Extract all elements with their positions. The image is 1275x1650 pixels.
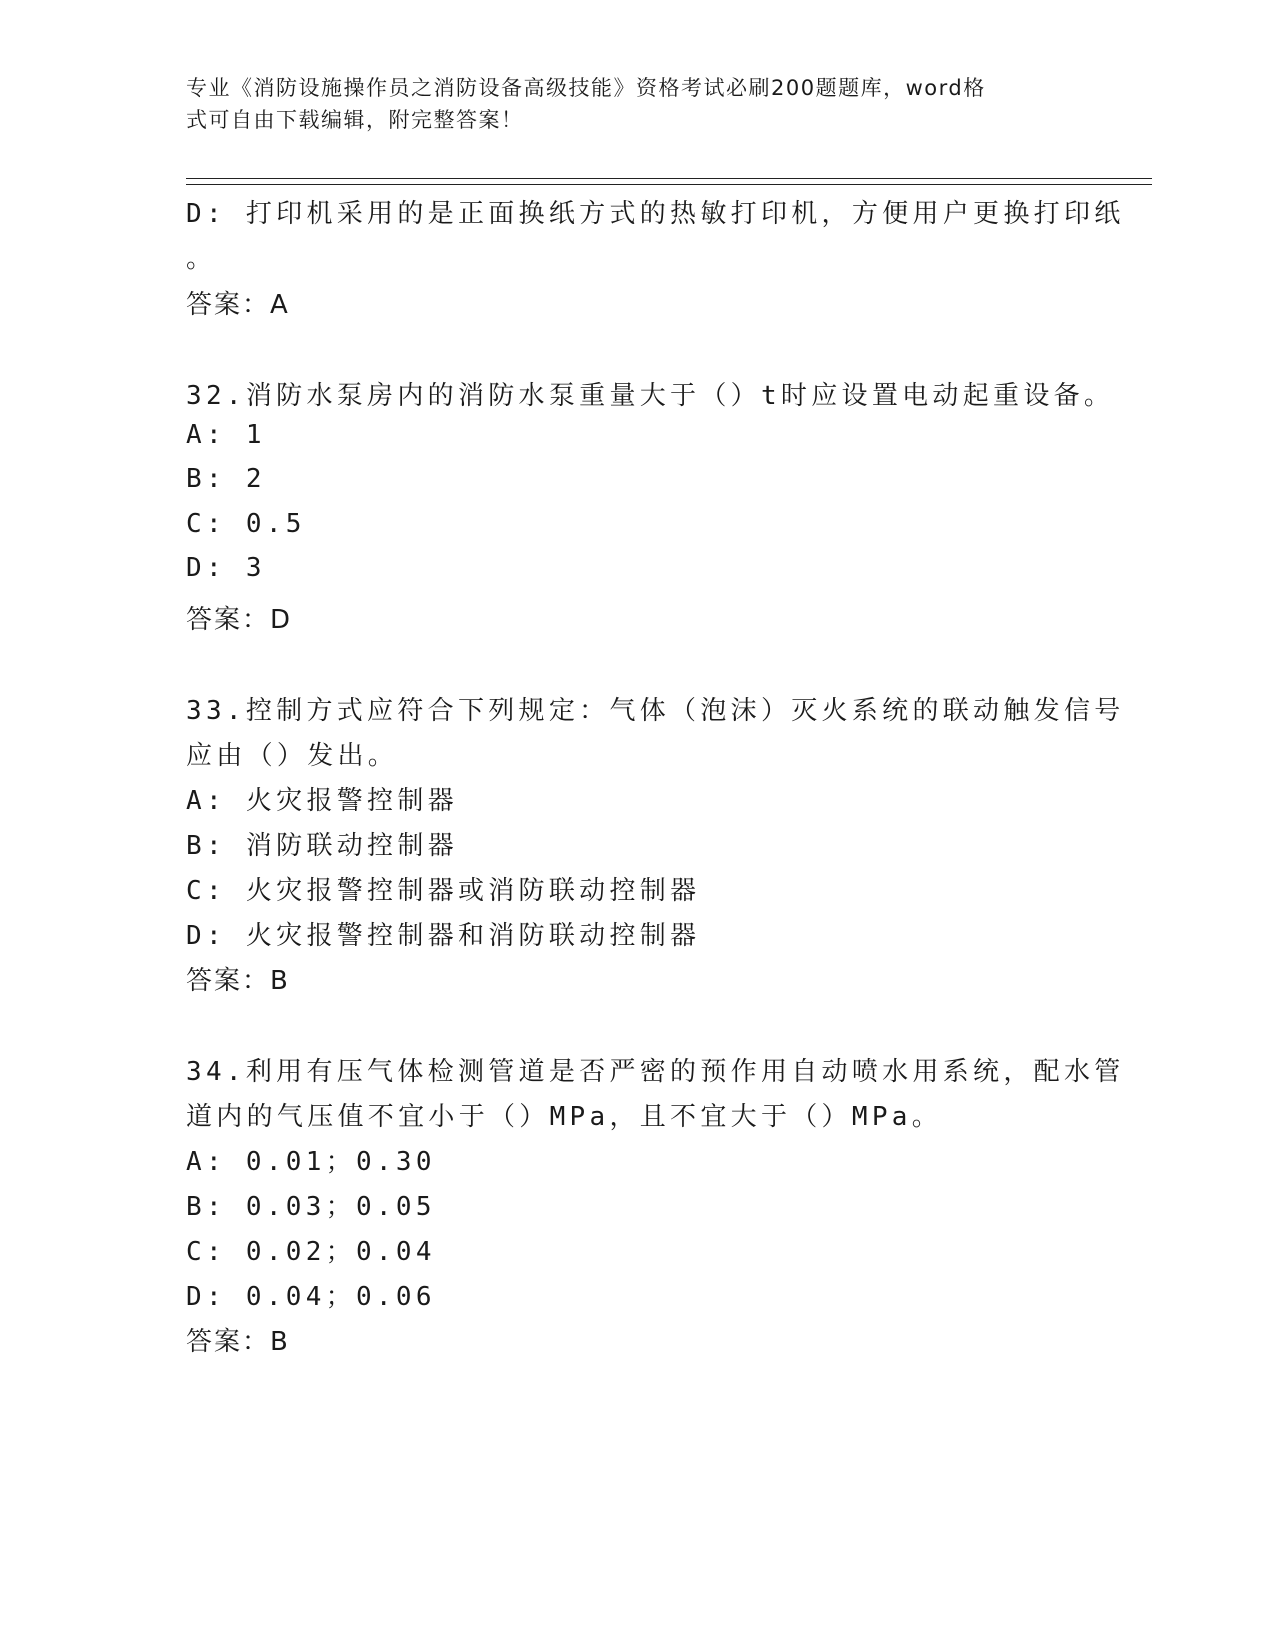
q34-option-d: D: 0.04；0.06 xyxy=(186,1282,436,1312)
q32-option-c: C: 0.5 xyxy=(186,509,306,539)
q33-stem-line-1: 33.控制方式应符合下列规定：气体（泡沫）灭火系统的联动触发信号 xyxy=(186,696,1125,726)
q32-option-a: A: 1 xyxy=(186,420,266,450)
q33-option-d: D: 火灾报警控制器和消防联动控制器 xyxy=(186,921,701,951)
q33-stem-line-2: 应由（）发出。 xyxy=(186,741,399,771)
q34-answer: 答案：B xyxy=(186,1327,290,1357)
q34-stem-line-1: 34.利用有压气体检测管道是否严密的预作用自动喷水用系统，配水管 xyxy=(186,1057,1125,1087)
header-divider-bottom xyxy=(186,184,1152,185)
header-line-2: 式可自由下载编辑，附完整答案！ xyxy=(186,108,524,132)
header-divider-top xyxy=(186,178,1152,179)
q33-option-a: A: 火灾报警控制器 xyxy=(186,786,458,816)
document-header xyxy=(186,72,1066,136)
prev-option-d-line-2: 。 xyxy=(186,244,217,274)
q33-option-b: B: 消防联动控制器 xyxy=(186,831,458,861)
q32-stem: 32.消防水泵房内的消防水泵重量大于（）t时应设置电动起重设备。 xyxy=(186,381,1115,411)
prev-option-d-line-1: D: 打印机采用的是正面换纸方式的热敏打印机，方便用户更换打印纸 xyxy=(186,199,1125,229)
q34-stem-line-2: 道内的气压值不宜小于（）MPa，且不宜大于（）MPa。 xyxy=(186,1102,943,1132)
q32-option-b: B: 2 xyxy=(186,464,266,494)
q34-option-a: A: 0.01；0.30 xyxy=(186,1147,436,1177)
q33-option-c: C: 火灾报警控制器或消防联动控制器 xyxy=(186,876,701,906)
q34-option-b: B: 0.03；0.05 xyxy=(186,1192,436,1222)
q32-option-d: D: 3 xyxy=(186,553,266,583)
q32-answer: 答案：D xyxy=(186,605,293,635)
prev-answer: 答案：A xyxy=(186,290,290,320)
q34-option-c: C: 0.02；0.04 xyxy=(186,1237,436,1267)
q33-answer: 答案：B xyxy=(186,966,290,996)
header-line-1: 专业《消防设施操作员之消防设备高级技能》资格考试必刷200题题库，word格 xyxy=(186,76,986,100)
